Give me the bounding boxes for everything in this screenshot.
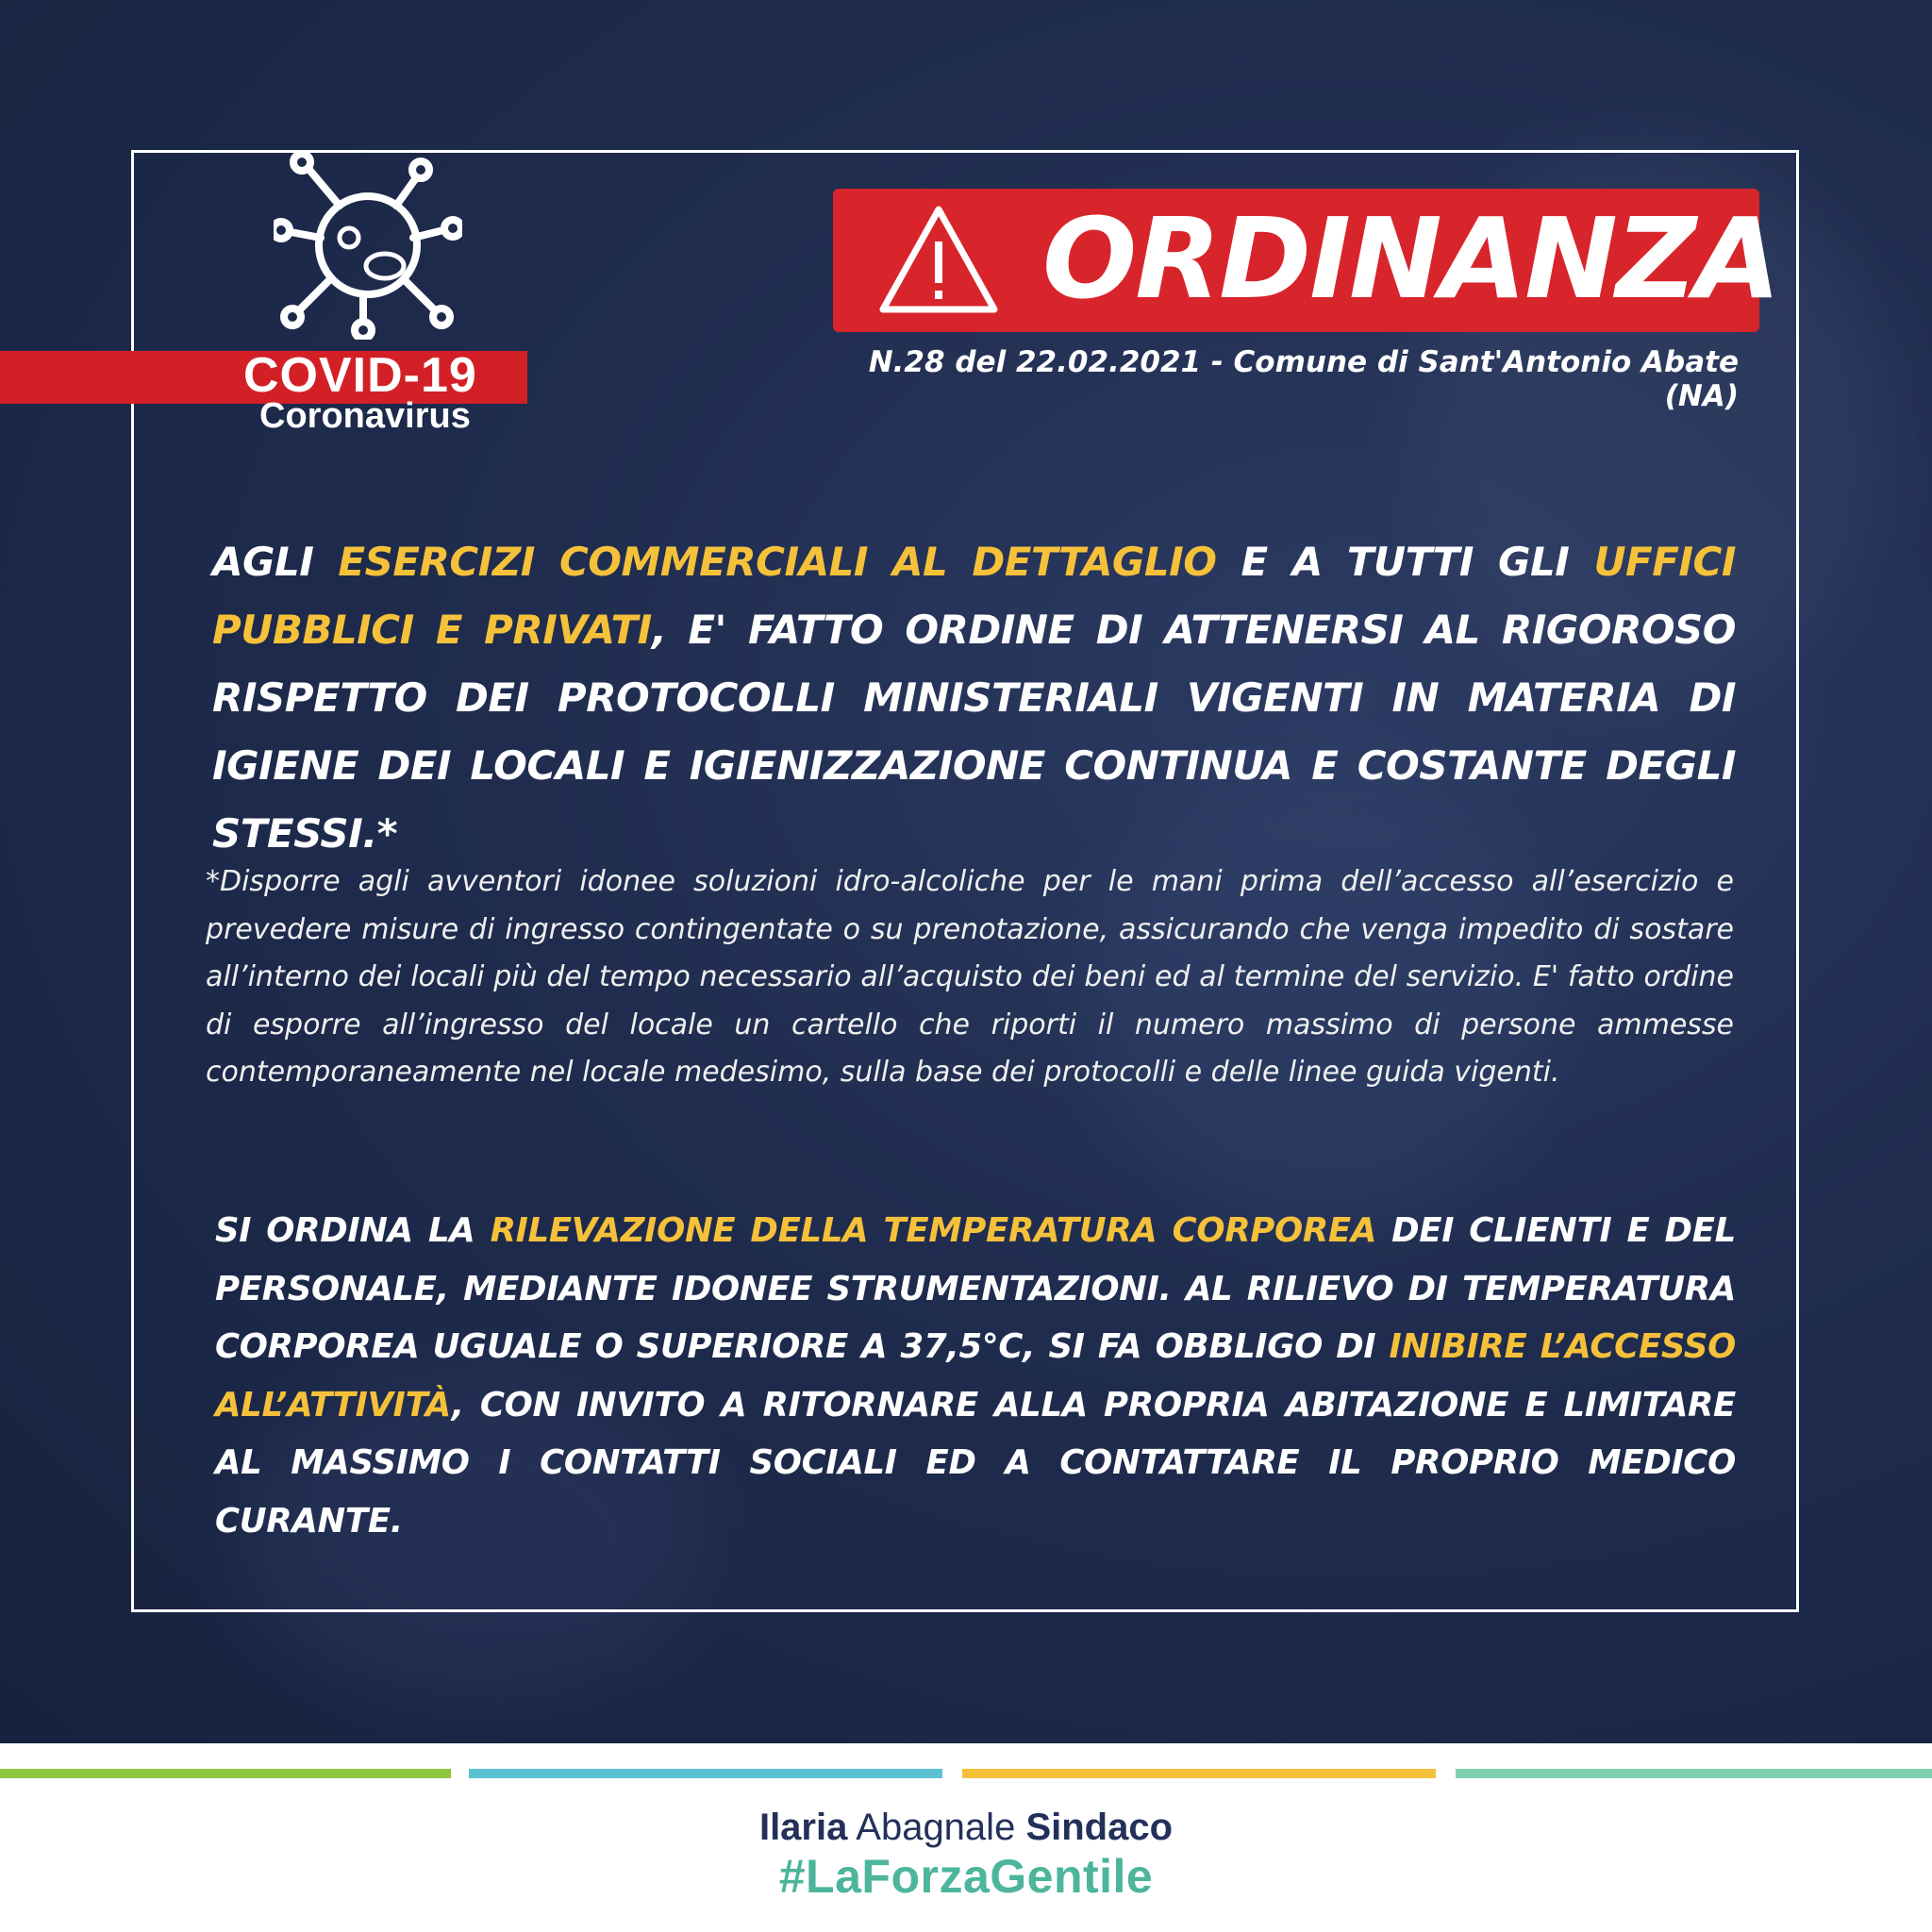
highlight: UFFICI PUBBLICI E PRIVATI [212, 539, 1736, 653]
stripe-green [0, 1769, 451, 1778]
coronavirus-label: Coronavirus [259, 396, 471, 436]
stripe-teal [1456, 1769, 1932, 1778]
text: SI ORDINA LA [215, 1211, 491, 1250]
text: DEI CLIENTI E DEL PERSONALE, MEDIANTE IDONEE STRUMENTAZIONI. AL RILIEVO DI TEMPERATURA CORPOREA UGUALE O SUPERIORE A 37,5°C, SI FA OBBLIGO DI [215, 1211, 1736, 1366]
role: Sindaco [1025, 1807, 1174, 1848]
highlight: ESERCIZI COMMERCIALI AL DETTAGLIO [338, 539, 1217, 585]
main-order [212, 528, 1736, 868]
temperature-order [215, 1202, 1736, 1550]
last-name: Abagnale [856, 1807, 1016, 1848]
first-name: Ilaria [758, 1807, 848, 1848]
virus-icon [274, 151, 462, 340]
warning-icon [877, 204, 1000, 315]
covid-label: COVID-19 [243, 348, 477, 403]
highlight: RILEVAZIONE DELLA TEMPERATURA CORPOREA [490, 1211, 1376, 1250]
text: E A TUTTI GLI [1216, 539, 1594, 585]
covid-logo [0, 75, 528, 436]
highlight: INIBIRE L’ACCESSO ALL’ATTIVITÀ [215, 1327, 1736, 1424]
ordinance-reference: N.28 del 22.02.2021 - Comune di Sant'Antonio Abate (NA) [868, 345, 1739, 413]
mayor-signature [0, 1807, 1932, 1849]
stripe-blue [469, 1769, 942, 1778]
text: , CON INVITO A RITORNARE ALLA PROPRIA ABITAZIONE E LIMITARE AL MASSIMO I CONTATTI SOCIALI ED A CONTATTARE IL PROPRIO MEDICO CURANTE. [215, 1385, 1736, 1541]
stripe-yellow [962, 1769, 1436, 1778]
page-title: ORDINANZA [1042, 193, 1779, 324]
text: AGLI [212, 539, 339, 585]
hashtag: #LaForzaGentile [778, 1850, 1154, 1903]
text: , E' FATTO ORDINE DI ATTENERSI AL RIGOROSO RISPETTO DEI PROTOCOLLI MINISTERIALI VIGENTI IN MATERIA DI IGIENE DEI LOCALI E IGIENIZZAZIONE CONTINUA E COSTANTE DEGLI STESSI.* [212, 607, 1736, 857]
footnote-paragraph: *Disporre agli avventori idonee soluzioni idro-alcoliche per le mani prima dell’accesso all’esercizio e prevedere misure di ingresso contingentate o su prenotazione, assicurando che venga impedito di sostare all’interno dei locali più del tempo necessario all’acquisto dei beni ed al termine del servizio. E' fatto ordine di esporre all’ingresso del locale un cartello che riporti il numero massimo di persone ammesse contemporaneamente nel locale medesimo, sulla base dei protocolli e delle linee guida vigenti. [206, 865, 1734, 1089]
